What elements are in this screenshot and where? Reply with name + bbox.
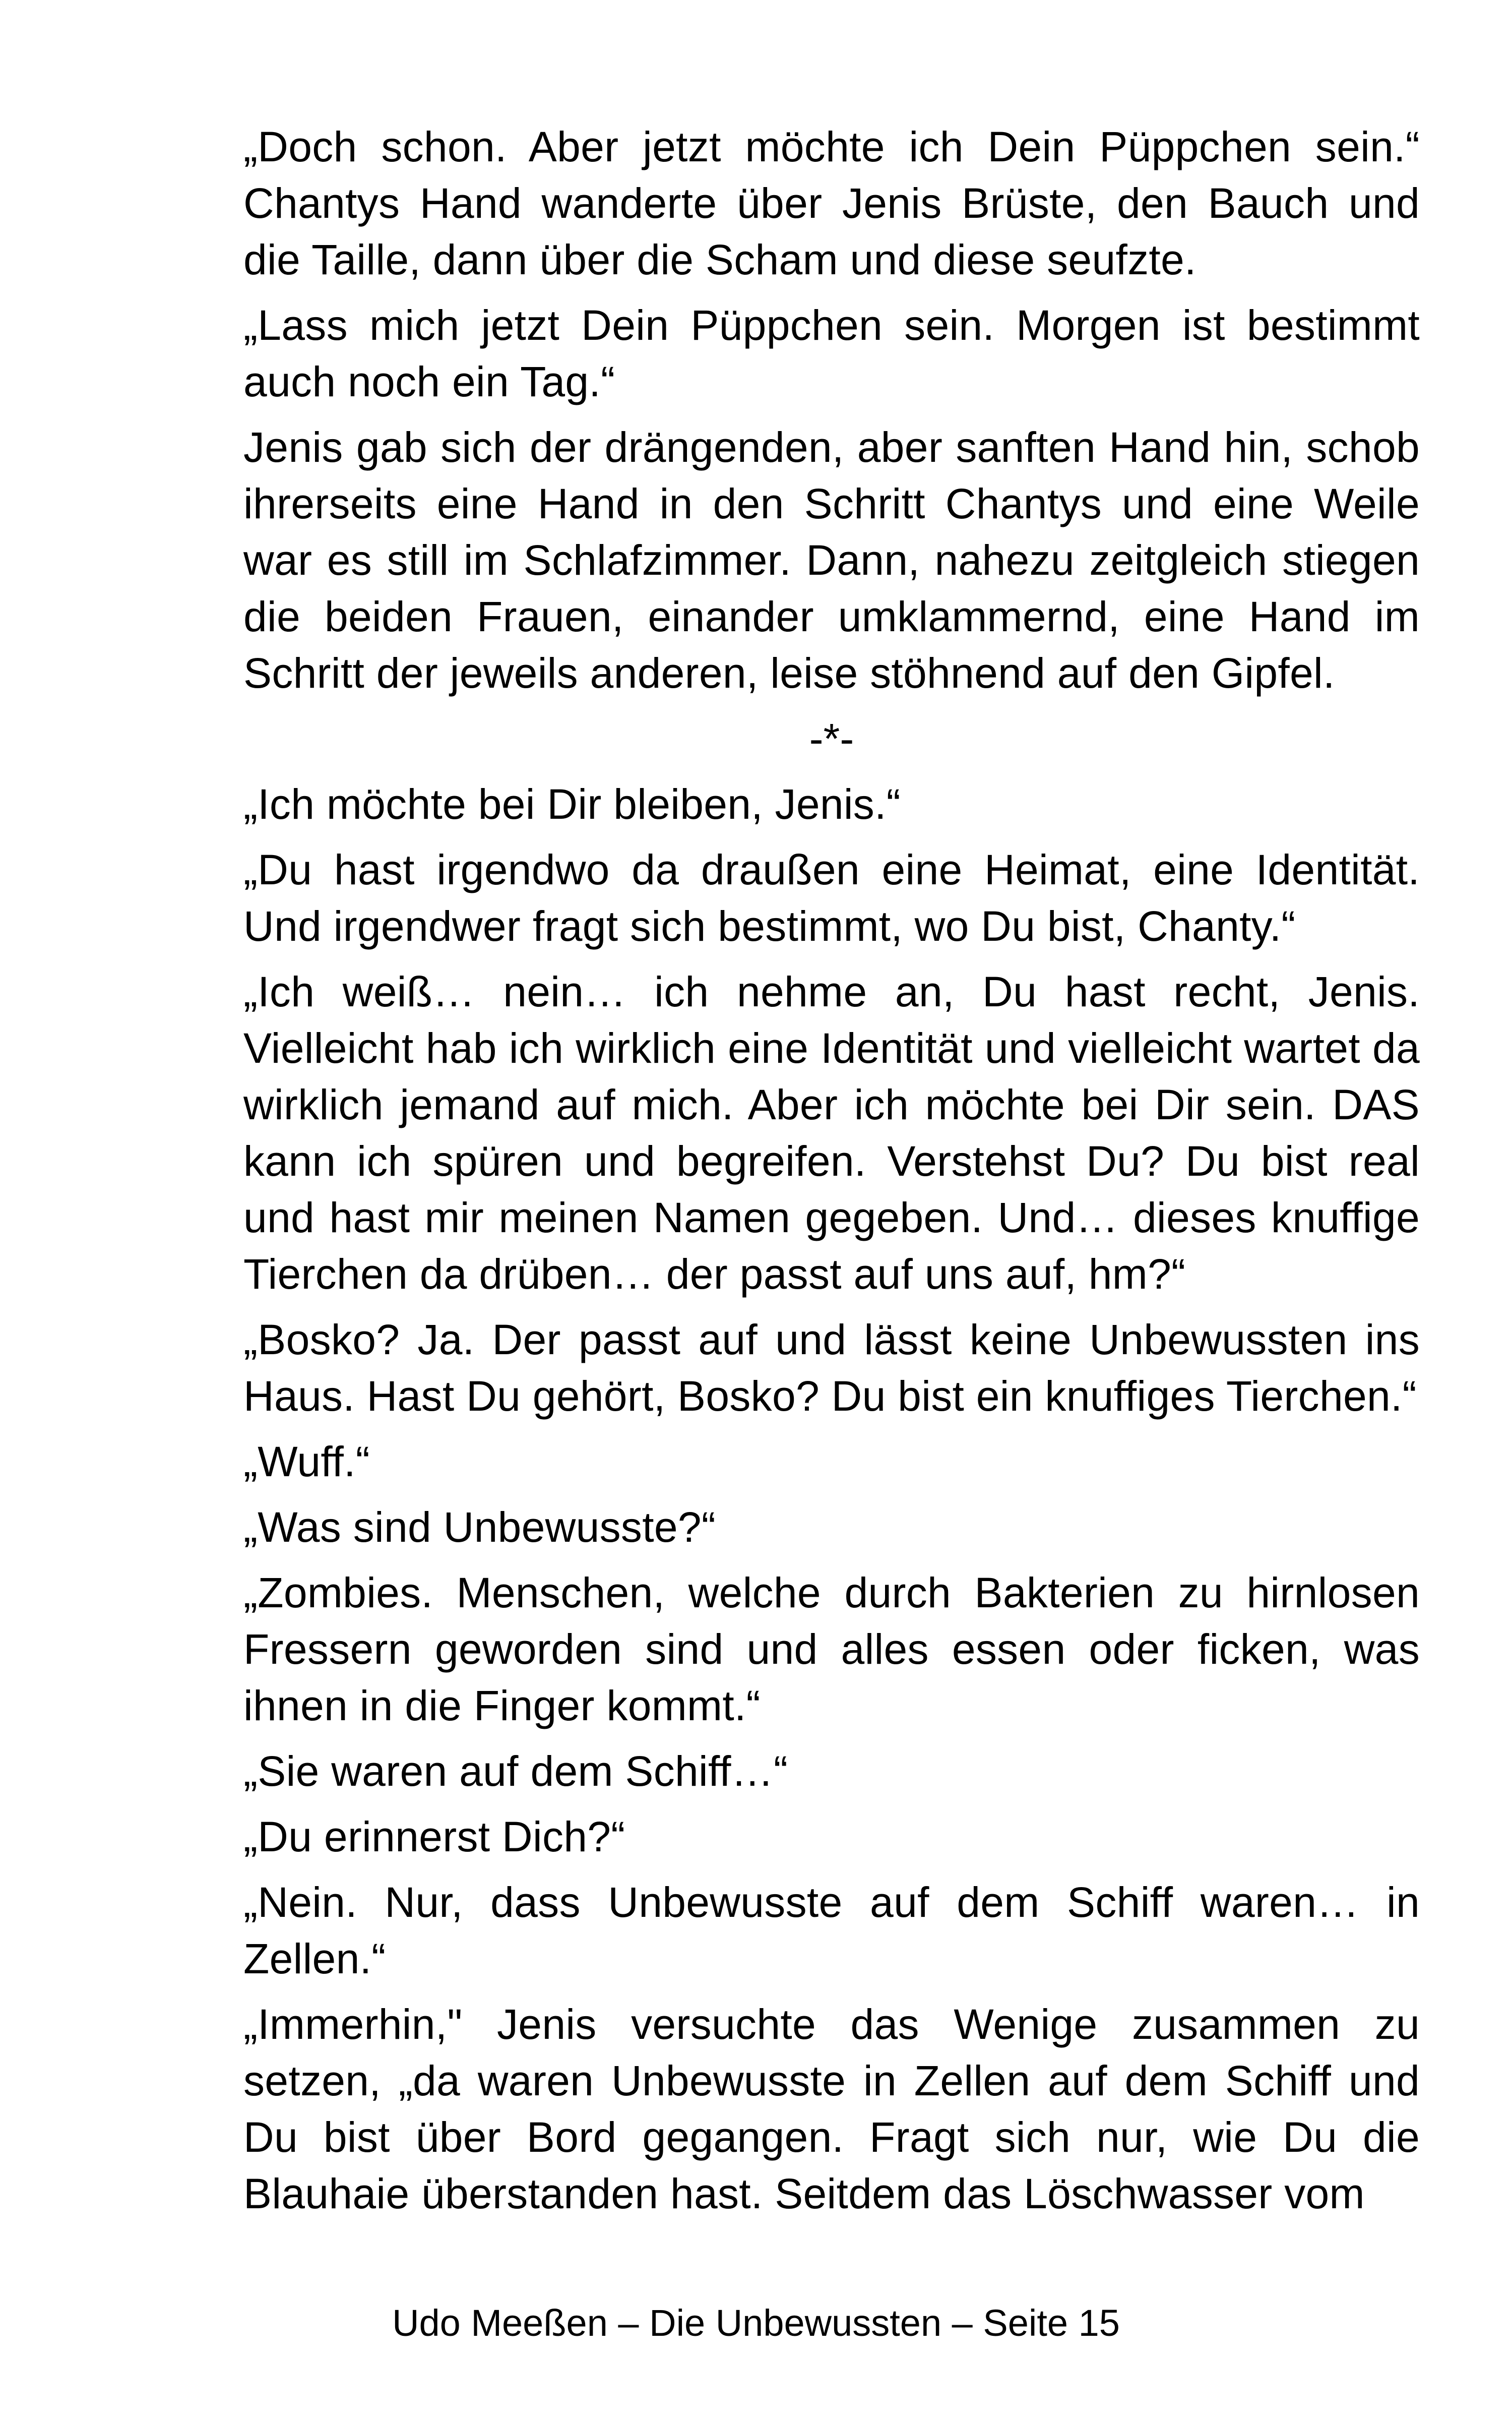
paragraph: „Wuff.“: [243, 1438, 370, 1485]
paragraph: „Bosko? Ja. Der passt auf und lässt keine Unbewussten ins Haus. Hast Du gehört, Bosko? Du bist ein knuffiges Tierchen.“: [243, 1316, 1420, 1420]
paragraph: „Doch schon. Aber jetzt möchte ich Dein Püppchen sein.“ Chantys Hand wanderte über Jenis Brüste, den Bauch und die Taille, dann über die Scham und diese seufzte.: [243, 123, 1420, 283]
scene-break: -*-: [809, 715, 854, 762]
paragraph: „Ich möchte bei Dir bleiben, Jenis.“: [243, 780, 901, 828]
paragraph: „Du hast irgendwo da draußen eine Heimat, eine Identität. Und irgendwer fragt sich bestimmt, wo Du bist, Chanty.“: [243, 846, 1420, 950]
page-body: [243, 118, 1420, 2231]
paragraph: Jenis gab sich der drängenden, aber sanften Hand hin, schob ihrerseits eine Hand in den Schritt Chantys und eine Weile war es still im Schlafzimmer. Dann, nahezu zeitgleich stiegen die beiden Frauen, einander umklammernd, eine Hand im Schritt der jeweils anderen, leise stöhnend auf den Gipfel.: [243, 424, 1420, 697]
page-footer: Udo Meeßen – Die Unbewussten – Seite 15: [392, 2302, 1120, 2344]
paragraph: „Was sind Unbewusste?“: [243, 1503, 716, 1551]
paragraph: „Sie waren auf dem Schiff…“: [243, 1747, 788, 1795]
paragraph: „Lass mich jetzt Dein Püppchen sein. Morgen ist bestimmt auch noch ein Tag.“: [243, 301, 1420, 405]
paragraph: „Nein. Nur, dass Unbewusste auf dem Schiff waren… in Zellen.“: [243, 1879, 1420, 1982]
paragraph: „Ich weiß… nein… ich nehme an, Du hast recht, Jenis. Vielleicht hab ich wirklich eine Identität und vielleicht wartet da wirklich jemand auf mich. Aber ich möchte bei Dir sein. DAS kann ich spüren und begreifen. Verstehst Du? Du bist real und hast mir meinen Namen gegeben. Und… dieses knuffige Tierchen da drüben… der passt auf uns auf, hm?“: [243, 968, 1420, 1298]
paragraph: „Du erinnerst Dich?“: [243, 1813, 625, 1860]
paragraph: „Zombies. Menschen, welche durch Bakterien zu hirnlosen Fressern geworden sind und alles essen oder ficken, was ihnen in die Finger kommt.“: [243, 1569, 1420, 1729]
paragraph: „Immerhin," Jenis versuchte das Wenige zusammen zu setzen, „da waren Unbewusste in Zellen auf dem Schiff und Du bist über Bord gegangen. Fragt sich nur, wie Du die Blauhaie überstanden hast. Seitdem das Löschwasser vom: [243, 2001, 1420, 2217]
